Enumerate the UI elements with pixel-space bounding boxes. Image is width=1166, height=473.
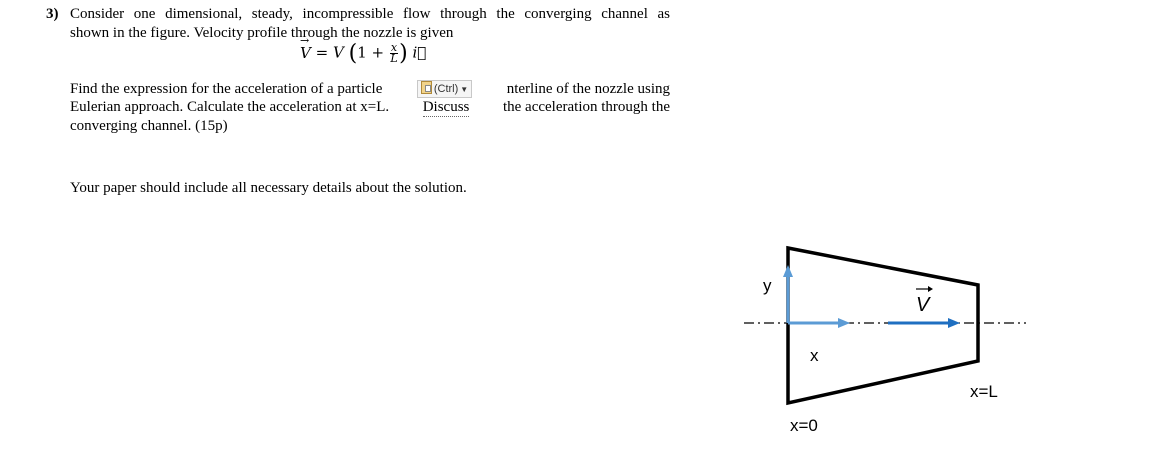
- instruction-note: Your paper should include all necessary details about the solution.: [70, 180, 467, 196]
- formula-unit-vector: i⃗: [412, 43, 427, 62]
- paste-label: (Ctrl): [433, 83, 459, 95]
- formula-frac-den: L: [390, 52, 398, 65]
- line3-after: nterline of the nozzle using: [506, 80, 670, 97]
- x0-label: x=0: [790, 416, 818, 435]
- line4-before: Eulerian approach. Calculate the acceleration at x=L.: [70, 99, 390, 115]
- velocity-formula: → V = V (1 + $\frac{x}{L}$ ) i⃗: [300, 41, 426, 66]
- xL-label: x=L: [970, 382, 998, 401]
- y-axis-arrowhead: [783, 265, 793, 277]
- question-line-4: [70, 99, 670, 117]
- line3-before: Find the expression for the acceleration of a particle: [70, 80, 383, 97]
- x-axis-label: x: [810, 346, 819, 365]
- formula-equals: =: [315, 43, 329, 62]
- formula-frac-num: x: [390, 41, 398, 54]
- x-axis-arrowhead: [838, 318, 850, 328]
- y-axis-label: y: [763, 276, 772, 295]
- formula-coef: V: [332, 43, 344, 62]
- question-line-3: [70, 80, 670, 98]
- velocity-arrowhead: [948, 318, 960, 328]
- clipboard-icon: [421, 81, 432, 94]
- velocity-label: V: [916, 294, 930, 316]
- line4-discuss: Discuss: [422, 99, 470, 115]
- chevron-down-icon: ▼: [460, 85, 469, 94]
- nozzle-figure: [730, 235, 1030, 445]
- formula-one-plus: 1 +: [357, 43, 385, 62]
- line4-after: the acceleration through the: [502, 99, 670, 115]
- velocity-vector-bar-head: [928, 286, 933, 292]
- question-number: 3): [46, 6, 59, 22]
- formula-lhs: → V: [300, 44, 311, 62]
- paste-options-button[interactable]: [417, 80, 472, 98]
- question-line-5: converging channel. (15p): [70, 118, 228, 134]
- formula-fraction: [390, 43, 398, 64]
- question-line-1: Consider one dimensional, steady, incompressible flow through the converging channel as: [70, 6, 670, 22]
- question-line-2: shown in the figure. Velocity profile through the nozzle is given: [70, 25, 454, 41]
